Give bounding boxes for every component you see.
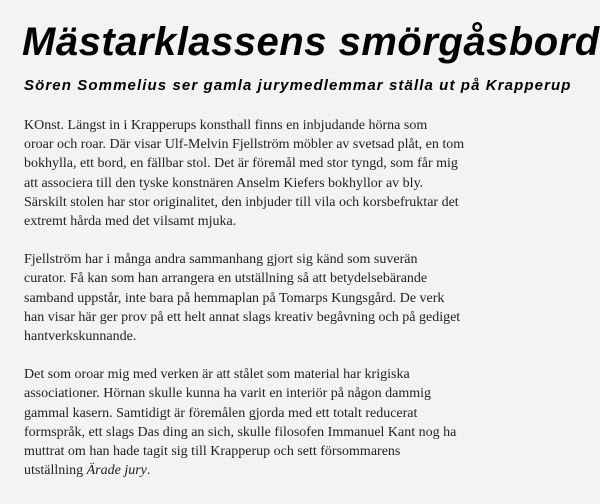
body-line: oroar och roar. Där visar Ulf-Melvin Fjellström möbler av svetsad plåt, en tom [24,137,465,153]
body-line: Det som oroar mig med verken är att stålet som material har krigiska [24,367,410,383]
body-line: KOnst. Längst in i Krapperups konsthall finns en inbjudande hörna som [24,118,428,133]
body-line: formspråk, ett slags Das ding an sich, skulle filosofen Immanuel Kant nog ha [24,424,457,440]
body-line: Fjellström har i många andra sammanhang gjort sig känd som suverän [24,252,418,268]
body-line: muttrat om han hade tagit sig till Krapperup och sett försommarens [24,444,401,460]
body-line: Särskilt stolen har stor originalitet, den inbjuder till vila och korsbefruktar det [24,194,459,210]
exhibition-title: Ärade jury [86,463,147,479]
article-paragraph-3 [24,365,594,480]
last-line-prefix: utställning [24,463,87,479]
last-line-suffix: . [146,463,151,479]
body-line: gammal kasern. Samtidigt är föremålen gjorda med ett totalt reducerat [24,405,418,421]
article-paragraph-1 [24,116,594,231]
body-line: att associera till den tyske konstnären Anselm Kiefers bokhyllor av bly. [24,175,424,191]
body-line: han visar här ger prov på ett helt annat slags kreativ begåvning och på gediget [24,309,461,325]
article-body [24,116,594,499]
body-line-last [24,461,594,480]
body-line: curator. Få kan som han arrangera en utställning så att betydelsebärande [24,271,428,287]
body-line: associationer. Hörnan skulle kunna ha varit en interiör på någon dammig [24,386,432,402]
body-line: hantverkskunnande. [24,329,137,345]
article-paragraph-2 [24,250,594,346]
body-line: extremt hårda med det vilsamt mjuka. [24,214,237,230]
body-line: bokhylla, ett bord, en fällbar stol. Det är föremål med stor tyngd, som får mig [24,156,458,172]
article-headline: Mästarklassens smörgåsbord [22,20,600,64]
body-line: samband uppstår, inte bara på hemmaplan på Tomarps Kungsgård. De verk [24,290,445,306]
article-subheadline: Sören Sommelius ser gamla jurymedlemmar ställa ut på Krapperup [24,77,572,94]
